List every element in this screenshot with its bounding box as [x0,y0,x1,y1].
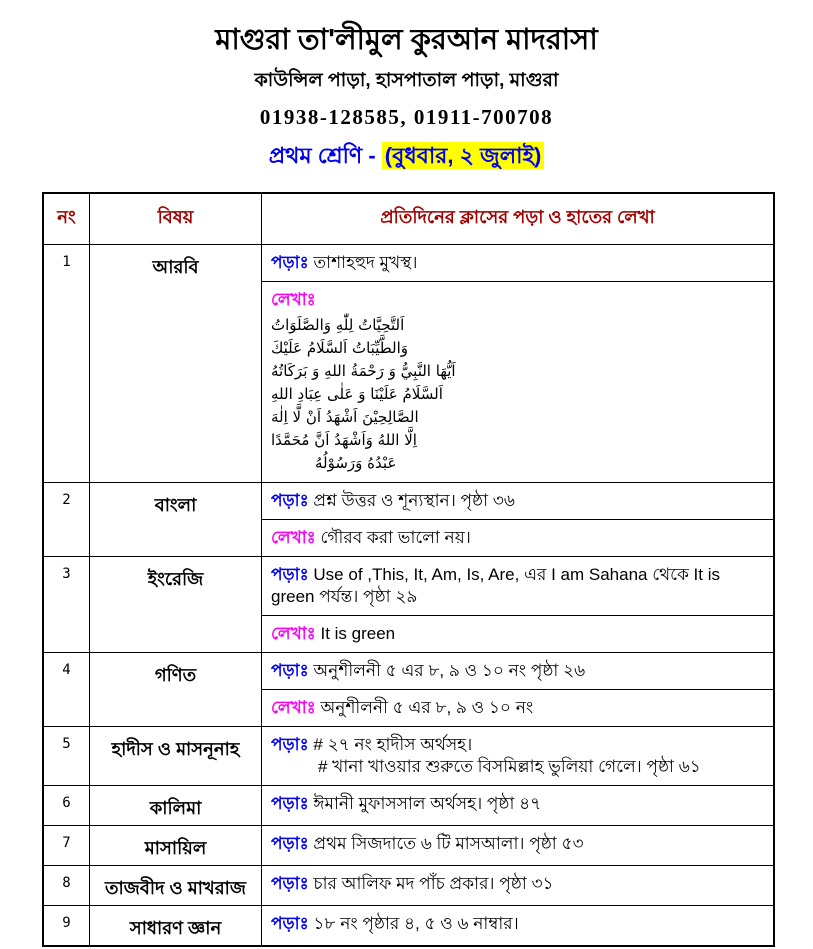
pora-label: পড়াঃ [271,490,309,510]
content-cell [262,557,773,652]
row-number: 5 [44,727,90,785]
content-cell [262,483,773,556]
arabic-line: عَبْدُهُ وَرَسُوْلُهُ [315,453,397,472]
pora-cell [262,245,773,281]
subject-cell: ইংরেজি [90,557,262,652]
row-number: 4 [44,653,90,726]
pora-text: তাশাহহুদ মুখস্থ। [313,253,418,273]
content-cell [262,906,773,945]
pora-label: পড়াঃ [271,253,309,273]
subject-cell: তাজবীদ ও মাখরাজ [90,866,262,905]
subject-cell: হাদীস ও মাসনূনাহ [90,727,262,785]
arabic-line: وَالطَّيِّبَاتُ اَلسَّلَامُ عَلَيْكَ [271,338,409,357]
subject-cell: মাসায়িল [90,826,262,865]
table-row [44,244,773,481]
pora-label: পড়াঃ [271,914,309,934]
pora-label: পড়াঃ [271,834,309,854]
table-row [44,785,773,825]
class-date-line [0,139,813,176]
pora-text: প্রশ্ন উত্তর ও শূন্যস্থান। পৃষ্ঠা ৩৬ [313,490,515,510]
lekha-label: লেখাঃ [271,290,316,310]
table-row [44,482,773,556]
row-number: 1 [44,245,90,481]
arabic-line: اَلسَّلَامُ عَلَيْنَا وَ عَلٰى عِبَادِ اللهِ [271,384,443,403]
phone-numbers: 01938-128585, 01911-700708 [259,105,554,130]
lekha-cell [262,689,773,726]
lekha-label: লেখাঃ [271,623,316,643]
page-title: মাগুরা তা'লীমুল কুরআন মাদরাসা [215,24,598,56]
subject-cell: সাধারণ জ্ঞান [90,906,262,945]
lekha-label: লেখাঃ [271,698,316,718]
class-name: প্রথম শ্রেণি - [268,143,382,169]
lekha-text: অনুশীলনী ৫ এর ৮, ৯ ও ১০ নং [320,698,534,718]
arabic-line: اِلَّا اللهُ وَاَشْهَدُ اَنَّ مُحَمَّدًا [271,430,417,449]
content-cell [262,866,773,905]
lekha-label: লেখাঃ [271,527,316,547]
table-row [44,865,773,905]
header-content: প্রতিদিনের ক্লাসের পড়া ও হাতের লেখা [380,207,655,228]
lekha-text: গৌরব করা ভালো নয়। [320,527,471,547]
row-number: 2 [44,483,90,556]
header-subject: বিষয় [90,194,262,244]
arabic-text-block [271,314,763,475]
table-header-row [44,194,773,244]
pora-text: প্রথম সিজদাতে ৬ টি মাসআলা। পৃষ্ঠা ৫৩ [313,834,584,854]
pora-text: চার আলিফ মদ পাঁচ প্রকার। পৃষ্ঠা ৩১ [313,874,554,894]
pora-text: # ২৭ নং হাদীস অর্থসহ। [313,735,473,755]
pora-text: ১৮ নং পৃষ্ঠার ৪, ৫ ও ৬ নাম্বার। [313,914,519,934]
row-number: 7 [44,826,90,865]
row-number: 3 [44,557,90,652]
subject-cell: বাংলা [90,483,262,556]
lekha-text: It is green [320,623,396,643]
pora-text: অনুশীলনী ৫ এর ৮, ৯ ও ১০ নং পৃষ্ঠা ২৬ [313,661,586,680]
lekha-cell [262,519,773,556]
pora-cell [262,727,773,785]
pora-label: পড়াঃ [271,794,309,814]
table-row [44,652,773,726]
subject-cell: গণিত [90,653,262,726]
pora-cell [262,557,773,615]
content-cell [262,826,773,865]
row-number: 9 [44,906,90,945]
row-number: 8 [44,866,90,905]
pora-label: পড়াঃ [271,735,309,755]
subject-cell: কালিমা [90,786,262,825]
row-number: 6 [44,786,90,825]
header-no: নং [44,194,90,244]
lesson-table [42,192,775,947]
table-row [44,825,773,865]
pora-text: ঈমানী মুফাসসাল অর্থসহ। পৃষ্ঠা ৪৭ [313,794,542,814]
table-row [44,556,773,652]
arabic-line: اَلتَّحِيَّاتُ لِلّٰهِ وَالصَّلَوَاتُ [271,315,405,334]
pora-label: পড়াঃ [271,874,309,894]
pora-cell [262,906,773,942]
content-cell [262,786,773,825]
pora-cell [262,483,773,519]
pora-cell [262,653,773,689]
date-highlight: (বুধবার, ২ জুলাই) [382,142,545,169]
pora-text-line2: # খানা খাওয়ার শুরুতে বিসমিল্লাহ ভুলিয়া গেলে। পৃষ্ঠা ৬১ [318,757,701,777]
document-header [0,24,813,176]
lekha-cell [262,615,773,652]
subject-cell: আরবি [90,245,262,481]
table-row [44,905,773,945]
table-row [44,726,773,785]
address-line: কাউন্সিল পাড়া, হাসপাতাল পাড়া, মাগুরা [254,70,559,92]
pora-text: Use of ,This, It, Am, Is, Are, এর I am Sahana থেকে It is green পর্যন্ত। পৃষ্ঠা ২৯ [271,564,721,606]
pora-label: পড়াঃ [271,661,309,680]
arabic-line: الصَّالِحِيْنَ اَشْهَدُ اَنْ لَّا اِلٰهَ [271,407,419,426]
pora-cell [262,786,773,822]
arabic-line: اَيُّهَا النَّبِيُّ وَ رَحْمَةُ اللهِ وَ بَرَكَاتُهُ [271,361,456,380]
pora-cell [262,866,773,902]
pora-label: পড়াঃ [271,564,309,584]
content-cell [262,727,773,785]
lekha-cell [262,281,773,481]
pora-cell [262,826,773,862]
content-cell [262,653,773,726]
content-cell [262,245,773,481]
